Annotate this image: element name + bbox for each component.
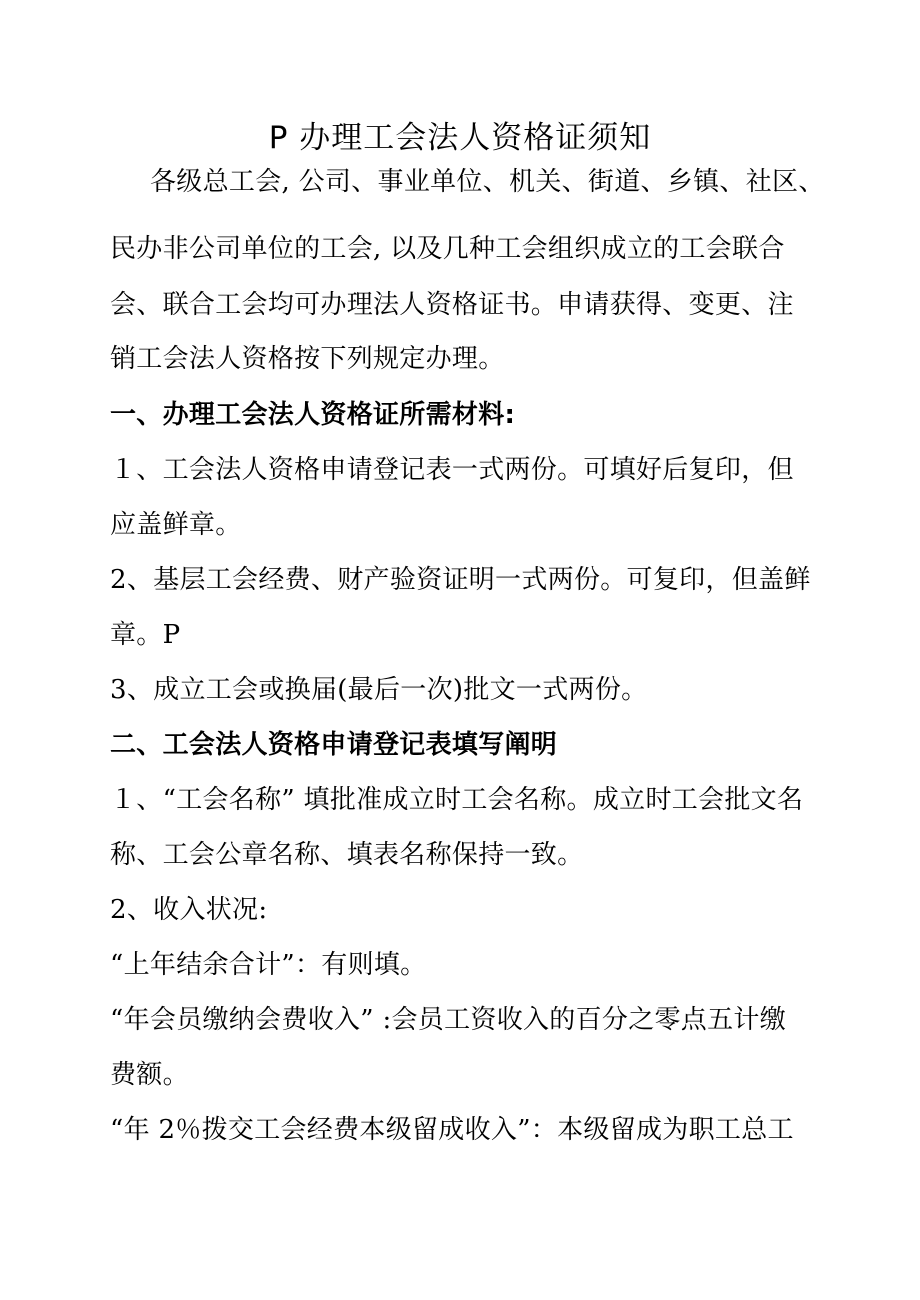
list-item-line: １、工会法人资格申请登记表一式两份。可填好后复印，但 xyxy=(110,455,794,485)
list-item-line: 章。P xyxy=(110,620,181,650)
section-heading-1: 一、办理工会法人资格证所需材料: xyxy=(110,400,516,430)
paragraph-line: 民办非公司单位的工会, 以及几种工会组织成立的工会联合 xyxy=(110,234,785,264)
list-item-line: 2、基层工会经费、财产验资证明一式两份。可复印，但盖鲜 xyxy=(110,565,811,595)
paragraph-line: 各级总工会, 公司、事业单位、机关、街道、乡镇、社区、 xyxy=(150,167,825,197)
list-item-line: “年 2％拨交工会经费本级留成收入”：本级留成为职工总工 xyxy=(110,1115,794,1145)
list-item-line: 3、成立工会或换届(最后一次)批文一式两份。 xyxy=(110,675,648,705)
list-item-line: “上年结余合计”：有则填。 xyxy=(110,950,427,980)
section-heading-2: 二、工会法人资格申请登记表填写阐明 xyxy=(110,730,558,760)
list-item-line: １、“工会名称” 填批准成立时工会名称。成立时工会批文名 xyxy=(110,785,804,815)
list-item-line: 费额。 xyxy=(110,1060,189,1090)
paragraph-line: 销工会法人资格按下列规定办理。 xyxy=(110,344,505,374)
list-item-line: “年会员缴纳会费收入” :会员工资收入的百分之零点五计缴 xyxy=(110,1005,787,1035)
paragraph-line: 会、联合工会均可办理法人资格证书。申请获得、变更、注 xyxy=(110,290,794,320)
list-item-line: 2、收入状况: xyxy=(110,895,268,925)
list-item-line: 称、工会公章名称、填表名称保持一致。 xyxy=(110,840,584,870)
list-item-line: 应盖鲜章。 xyxy=(110,510,242,540)
document-title: P 办理工会法人资格证须知 xyxy=(268,120,652,156)
